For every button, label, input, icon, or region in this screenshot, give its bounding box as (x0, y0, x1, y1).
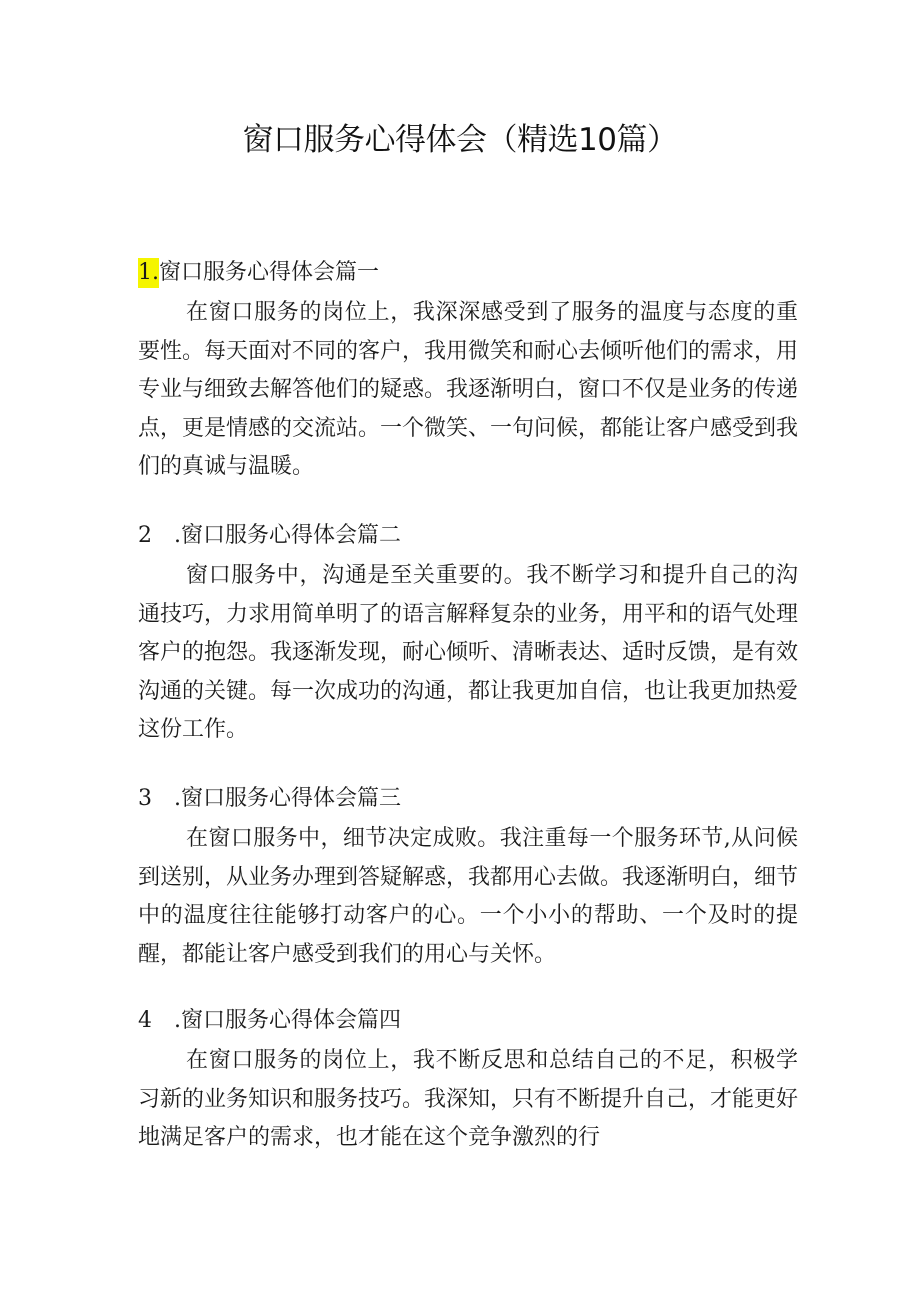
section-heading (138, 1006, 798, 1036)
section-4 (138, 1006, 798, 1158)
section-heading-text: .窗口服务心得体会篇二 (174, 523, 401, 548)
section-paragraph: 在窗口服务的岗位上，我不断反思和总结自己的不足，积极学习新的业务知识和服务技巧。我深知，只有不断提升自己，才能更好地满足客户的需求，也才能在这个竞争激烈的行 (138, 1048, 799, 1150)
document-title: 窗口服务心得体会（精选10篇） (242, 122, 678, 158)
section-paragraph: 在窗口服务的岗位上，我深深感受到了服务的温度与态度的重要性。每天面对不同的客户，我用微笑和耐心去倾听他们的需求，用专业与细致去解答他们的疑惑。我逐渐明白，窗口不仅是业务的传递点，更是情感的交流站。一个微笑、一句问候，都能让客户感受到我们的真诚与温暖。 (138, 300, 799, 479)
section-number: 2 (138, 523, 152, 548)
section-heading (138, 784, 798, 814)
section-2 (138, 521, 798, 750)
section-1 (138, 258, 798, 487)
section-number-highlighted: 1. (138, 258, 159, 288)
section-paragraph: 在窗口服务中，细节决定成败。我注重每一个服务环节,从问候到送别，从业务办理到答疑解惑，我都用心去做。我逐渐明白，细节中的温度往往能够打动客户的心。一个小小的帮助、一个及时的提醒，都能让客户感受到我们的用心与关怀。 (138, 826, 799, 967)
section-heading-text: 窗口服务心得体会篇一 (159, 260, 380, 285)
section-heading (138, 258, 798, 288)
section-number: 4 (138, 1008, 152, 1033)
section-heading (138, 521, 798, 551)
section-heading-text: .窗口服务心得体会篇三 (174, 786, 401, 811)
section-heading-text: .窗口服务心得体会篇四 (174, 1008, 401, 1033)
section-paragraph: 窗口服务中，沟通是至关重要的。我不断学习和提升自己的沟通技巧，力求用简单明了的语言解释复杂的业务，用平和的语气处理客户的抱怨。我逐渐发现，耐心倾听、清晰表达、适时反馈，是有效沟通的关键。每一次成功的沟通，都让我更加自信，也让我更加热爱这份工作。 (138, 563, 799, 742)
section-3 (138, 784, 798, 974)
section-number: 3 (138, 786, 152, 811)
